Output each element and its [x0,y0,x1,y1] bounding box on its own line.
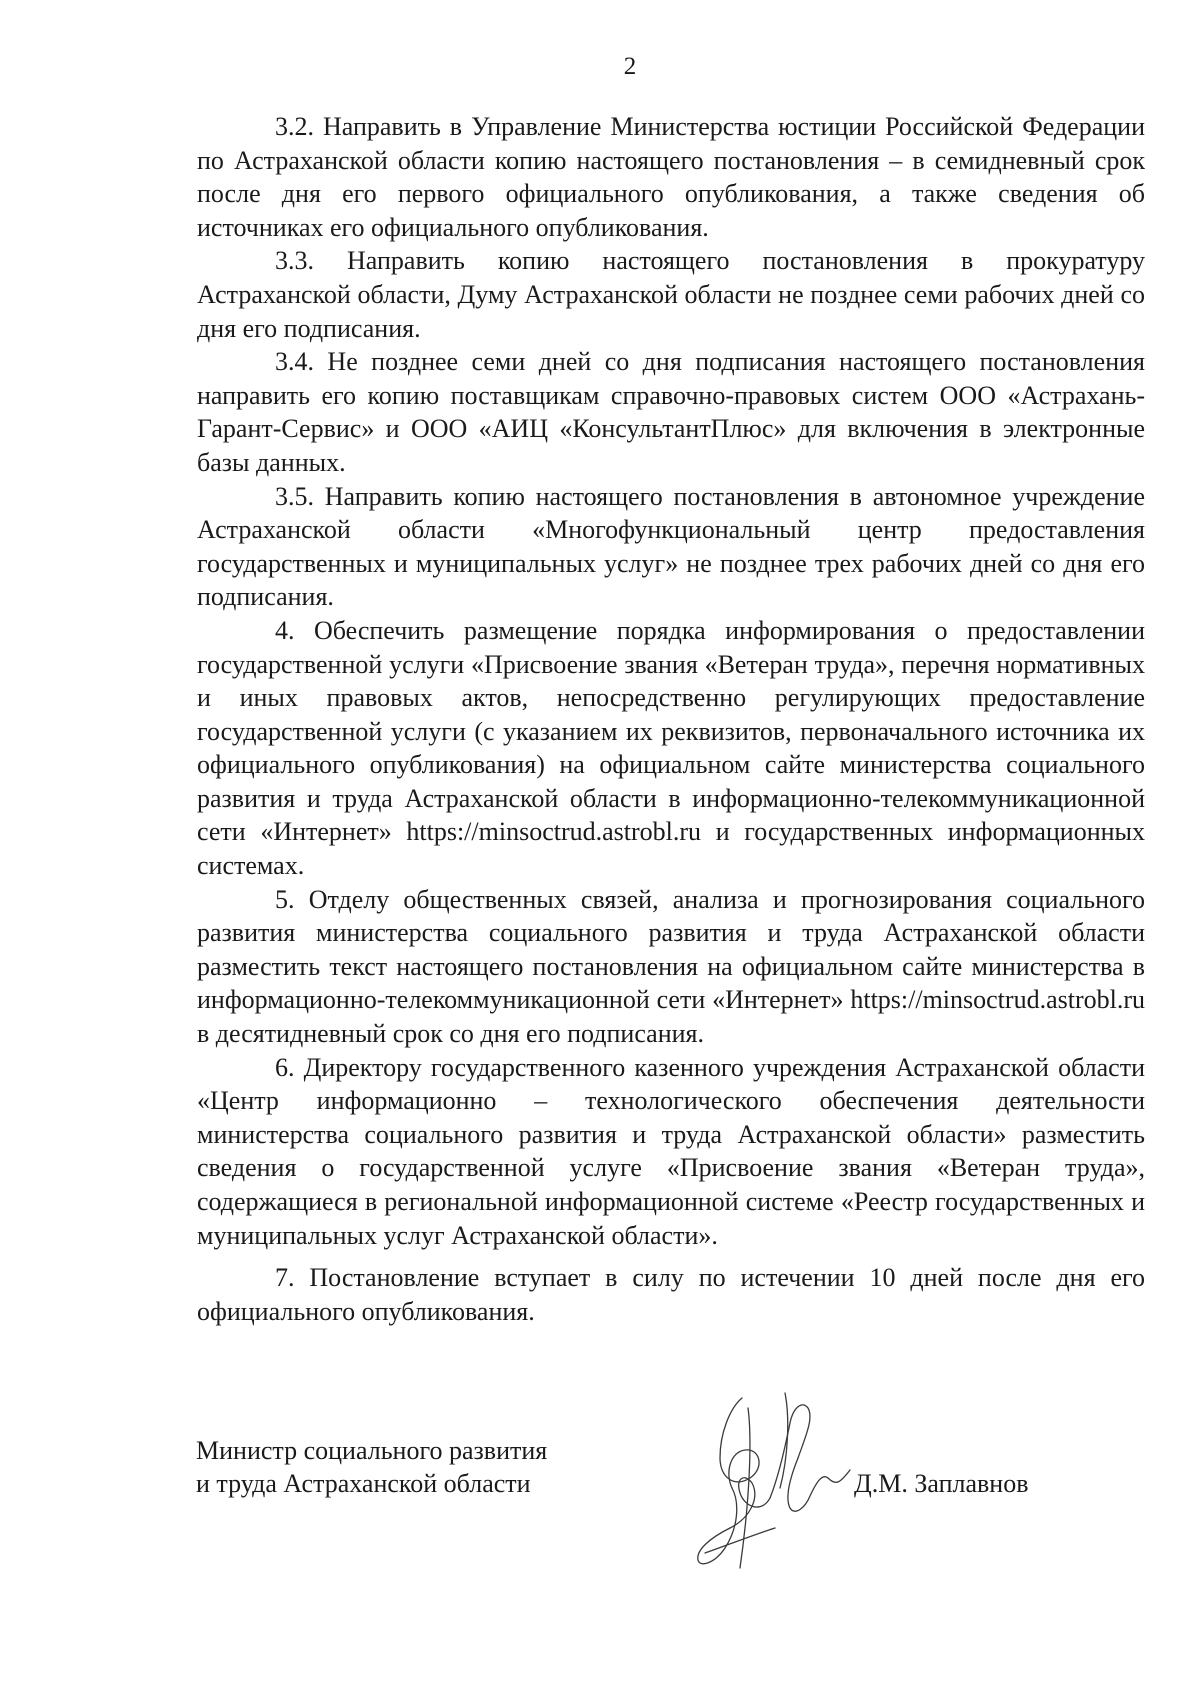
paragraph-3-4: 3.4. Не позднее семи дней со дня подписания настоящего постановления направить его копию поставщикам справочно-правовых систем ООО «Астрахань-Гарант-Сервис» и ООО «АИЦ «КонсультантПлюс» для включения в электронные базы данных. [197,347,1145,477]
paragraph-6: 6. Директору государственного казенного учреждения Астраханской области «Центр информационно – технологического обеспечения деятельности министерства социального развития и труда Астраханской области» разместить сведения о государственной услуге «Присвоение звания «Ветеран труда», содержащиеся в региональной информационной системе «Реестр государственных и муниципальных услуг Астраханской области». [197,1052,1145,1250]
paragraph-7: 7. Постановление вступает в силу по истечении 10 дней после дня его официального опубликования. [197,1263,1145,1326]
handwritten-signature [690,1378,860,1588]
paragraph-5: 5. Отделу общественных связей, анализа и прогнозирования социального развития министерства социального развития и труда Астраханской области разместить текст настоящего постановления на официальном сайте министерства в информационно-телекоммуникационной сети «Интернет» https://minsoctrud.astrobl.ru в десятидневный срок со дня его подписания. [197,884,1145,1049]
paragraph-3-2: 3.2. Направить в Управление Министерства юстиции Российской Федерации по Астраханской области копию настоящего постановления – в семидневный срок после дня его первого официального опубликования, а также сведения об источниках его официального опубликования. [197,112,1145,242]
signer-name: Д.М. Заплавнов [854,1469,1029,1498]
paragraph-3-5: 3.5. Направить копию настоящего постановления в автономное учреждение Астраханской области «Многофункциональный центр предоставления государственных и муниципальных услуг» не позднее трех рабочих дней со дня его подписания. [197,481,1145,612]
paragraph-4: 4. Обеспечить размещение порядка информирования о предоставлении государственной услуги «Присвоение звания «Ветеран труда», перечня нормативных и иных правовых актов, непосредственно регулирующих предоставление государственной услуги (с указанием их реквизитов, первоначального источника их официального опубликования) на официальном сайте министерства социального развития и труда Астраханской области в информационно-телекоммуникационной сети «Интернет» https://minsoctrud.astrobl.ru и государственных информационных системах. [197,615,1145,881]
paragraph-3-3: 3.3. Направить копию настоящего постановления в прокуратуру Астраханской области, Думу Астраханской области не позднее семи рабочих дней со дня его подписания. [197,246,1145,343]
signer-title [196,1434,547,1500]
page-number: 2 [623,53,637,80]
signer-title-line-2: и труда Астраханской области [196,1469,531,1498]
signer-title-line-1: Министр социального развития [196,1436,548,1465]
